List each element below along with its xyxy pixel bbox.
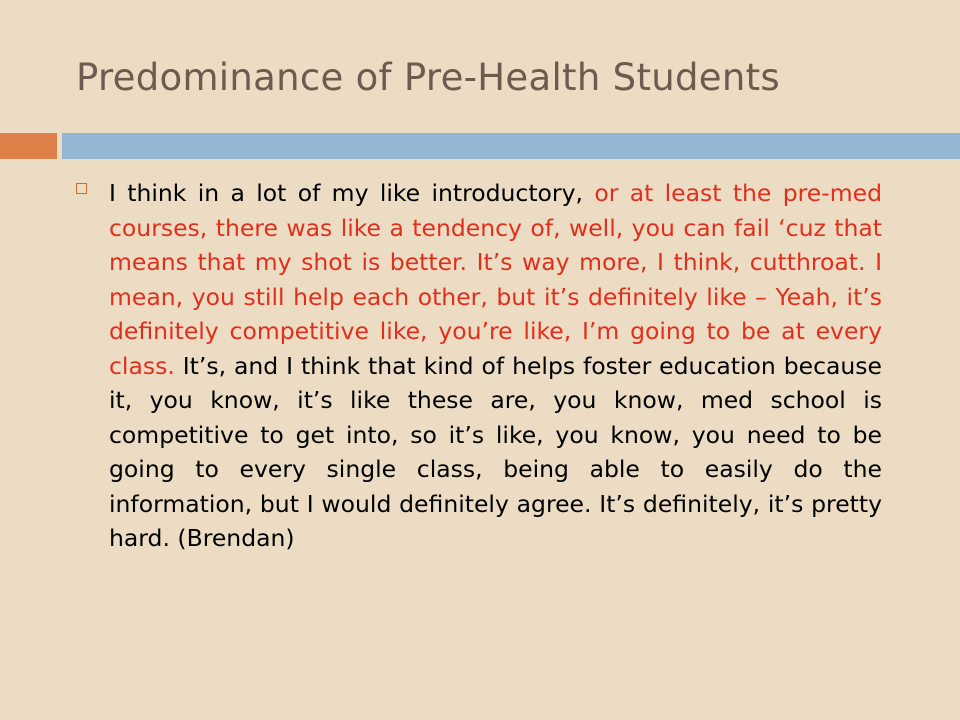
quote-content: [76, 176, 882, 556]
slide-title: Predominance of Pre-Health Students: [76, 56, 780, 99]
quote-paragraph: [109, 176, 882, 556]
quote-highlight-text: or at least the pre-med courses, there was like a tendency of, well, you can fail ‘cuz that means that my shot is better. It’s way more, I think, cutthroat. I mean, you still help each other, but it’s definitely like – Yeah, it’s definitely competitive like, you’re like, I’m going to be at every class.: [109, 179, 882, 380]
quote-lead-text: I think in a lot of my like introductory,: [109, 179, 595, 207]
quote-rest-text: It’s, and I think that kind of helps foster education because it, you know, it’s like these are, you know, med school is competitive to get into, so it’s like, you know, you need to be going to every single class, being able to easily do the information, but I would definitely agree. It’s definitely, it’s pretty hard. (Brendan): [109, 351, 882, 552]
square-bullet-icon: [76, 183, 87, 194]
accent-bar-orange: [0, 133, 57, 159]
accent-bar-blue: [62, 133, 960, 159]
